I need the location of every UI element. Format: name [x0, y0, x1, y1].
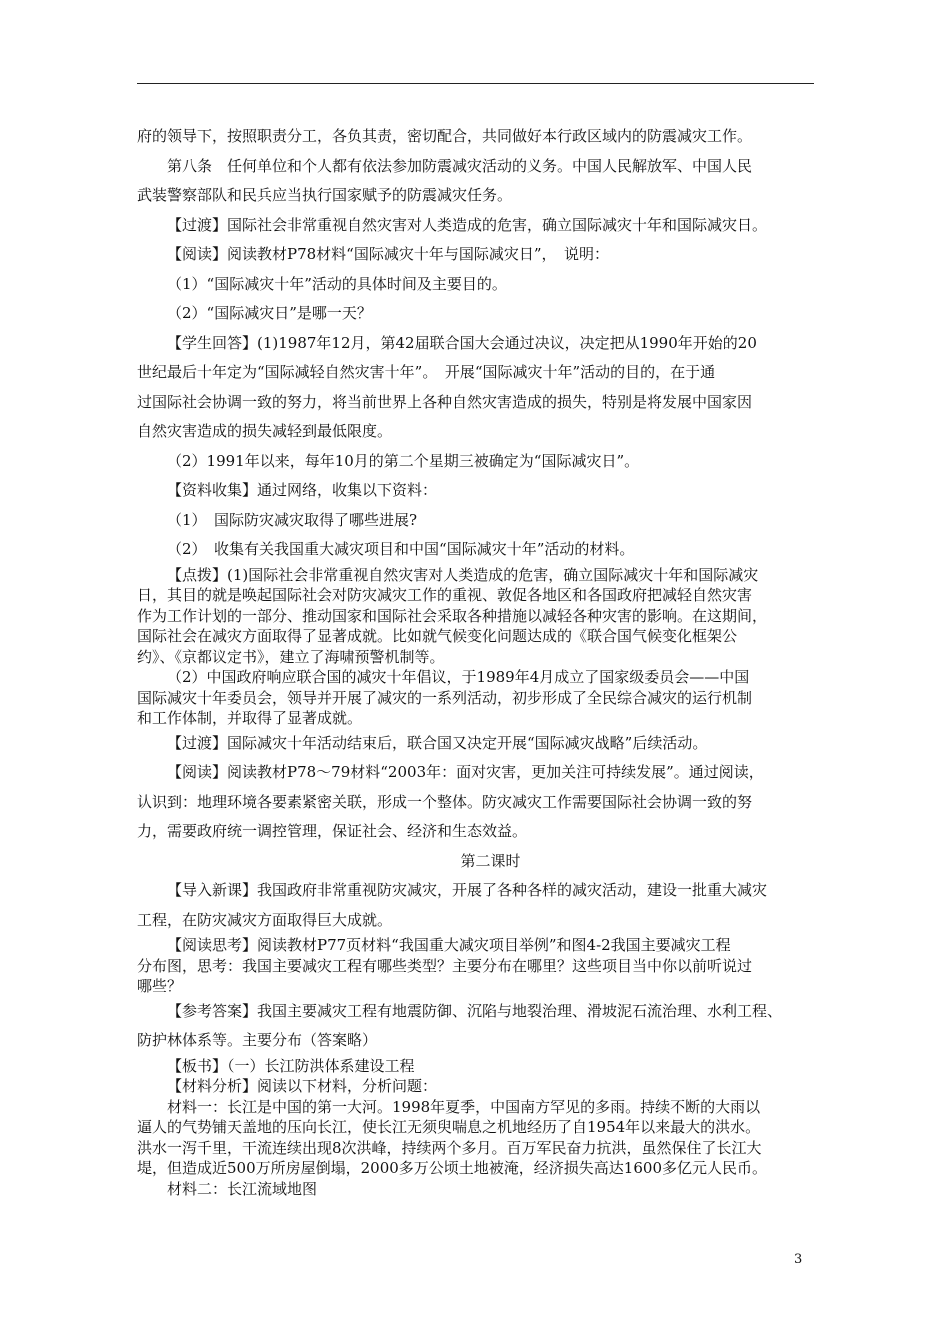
paragraph-line: （2）1991年以来，每年10月的第二个星期三被确定为“国际减灾日”。: [167, 451, 640, 470]
paragraph-line: 国际社会在减灾方面取得了显著成就。比如就气候变化问题达成的《联合国气候变化框架公: [137, 627, 738, 645]
paragraph-line: 【板书】（一）长江防洪体系建设工程: [167, 1056, 415, 1075]
paragraph-line: 【阅读】阅读教材P78～79材料“2003年：面对灾害，更加关注可持续发展”。通过阅读，: [167, 763, 764, 781]
page-number: 3: [794, 1252, 803, 1267]
paragraph-line: 逼人的气势铺天盖地的压向长江，使长江无须臾喘息之机地经历了自1954年以来最大的洪水。: [137, 1118, 761, 1136]
paragraph-line: 【资料收集】通过网络，收集以下资料：: [167, 481, 438, 499]
paragraph-line: 自然灾害造成的损失减轻到最低限度。: [137, 422, 393, 440]
section-heading: 第二课时: [460, 851, 521, 870]
paragraph-line: 【材料分析】阅读以下材料，分析问题：: [167, 1077, 438, 1095]
paragraph-line: 工程，在防灾减灾方面取得巨大成就。: [137, 910, 393, 929]
paragraph-line: 【参考答案】我国主要减灾工程有地震防御、沉陷与地裂治理、滑坡泥石流治理、水利工程、: [167, 1001, 783, 1020]
paragraph-line: 第八条 任何单位和个人都有依法参加防震减灾活动的义务。中国人民解放军、中国人民: [167, 156, 753, 175]
paragraph-line: 武装警察部队和民兵应当执行国家赋予的防震减灾任务。: [137, 186, 513, 204]
header-rule: [137, 83, 814, 84]
paragraph-line: 【过渡】国际社会非常重视自然灾害对人类造成的危害，确立国际减灾十年和国际减灾日。: [167, 215, 768, 234]
paragraph-line: 约》、《京都议定书》，建立了海啸预警机制等。: [137, 647, 445, 666]
paragraph-line: 堤，但造成近500万所房屋倒塌，2000多万公顷土地被淹，经济损失高达1600多亿元人民币。: [137, 1159, 767, 1177]
paragraph-line: 世纪最后十年定为“国际减轻自然灾害十年”。 开展“国际减灾十年”活动的目的，在于通: [137, 363, 716, 381]
paragraph-line: （2）“国际减灾日”是哪一天？: [167, 304, 372, 322]
paragraph-line: 过国际社会协调一致的努力，将当前世界上各种自然灾害造成的损失，特别是将发展中国家因: [137, 392, 753, 411]
paragraph-line: 防护林体系等。主要分布（答案略）: [137, 1031, 378, 1049]
paragraph-line: 【导入新课】我国政府非常重视防灾减灾，开展了各种各样的减灾活动，建设一批重大减灾: [167, 881, 768, 899]
document-body: [137, 122, 814, 1199]
paragraph-line: 分布图，思考：我国主要减灾工程有哪些类型？主要分布在哪里？这些项目当中你以前听说过: [137, 956, 753, 975]
paragraph-line: 认识到：地理环境各要素紧密关联，形成一个整体。防灾减灾工作需要国际社会协调一致的努: [137, 792, 753, 811]
paragraph-line: （1） 国际防灾减灾取得了哪些进展?: [167, 510, 418, 529]
paragraph-line: 【学生回答】(1)1987年12月，第42届联合国大会通过决议，决定把从1990年开始的20: [167, 333, 757, 352]
paragraph-line: 【阅读】阅读教材P78材料“国际减灾十年与国际减灾日”， 说明：: [167, 245, 610, 263]
paragraph-line: 洪水一泻千里，干流连续出现8次洪峰，持续两个多月。百万军民奋力抗洪，虽然保住了长江大: [137, 1138, 762, 1157]
paragraph-line: 府的领导下，按照职责分工，各负其责，密切配合，共同做好本行政区域内的防震减灾工作。: [137, 127, 753, 145]
paragraph-line: 材料一：长江是中国的第一大河。1998年夏季，中国南方罕见的多雨。持续不断的大雨以: [167, 1097, 761, 1116]
paragraph-line: 作为工作计划的一部分、推动国家和国际社会采取各种措施以减轻各种灾害的影响。在这期间，: [137, 606, 768, 625]
paragraph-line: 【点拨】(1)国际社会非常重视自然灾害对人类造成的危害，确立国际减灾十年和国际减灾: [167, 565, 759, 584]
paragraph-line: 国际减灾十年委员会，领导并开展了减灾的一系列活动，初步形成了全民综合减灾的运行机制: [137, 688, 753, 707]
paragraph-line: （2） 收集有关我国重大减灾项目和中国“国际减灾十年”活动的材料。: [167, 540, 635, 558]
paragraph-line: 材料二：长江流域地图: [167, 1179, 318, 1198]
paragraph-line: 和工作体制，并取得了显著成就。: [137, 709, 363, 727]
paragraph-line: 【过渡】国际减灾十年活动结束后，联合国又决定开展“国际减灾战略”后续活动。: [167, 733, 708, 752]
paragraph-line: （2）中国政府响应联合国的减灾十年倡议，于1989年4月成立了国家级委员会——中国: [167, 668, 750, 686]
paragraph-line: 哪些？: [137, 977, 183, 995]
paragraph-line: （1）“国际减灾十年”活动的具体时间及主要目的。: [167, 274, 507, 293]
paragraph-line: 日，其目的就是唤起国际社会对防灾减灾工作的重视、敦促各地区和各国政府把减轻自然灾害: [137, 586, 753, 604]
paragraph-line: 力，需要政府统一调控管理，保证社会、经济和生态效益。: [137, 822, 528, 840]
paragraph-line: 【阅读思考】阅读教材P77页材料“我国重大减灾项目举例”和图4-2我国主要减灾工程: [167, 936, 731, 954]
